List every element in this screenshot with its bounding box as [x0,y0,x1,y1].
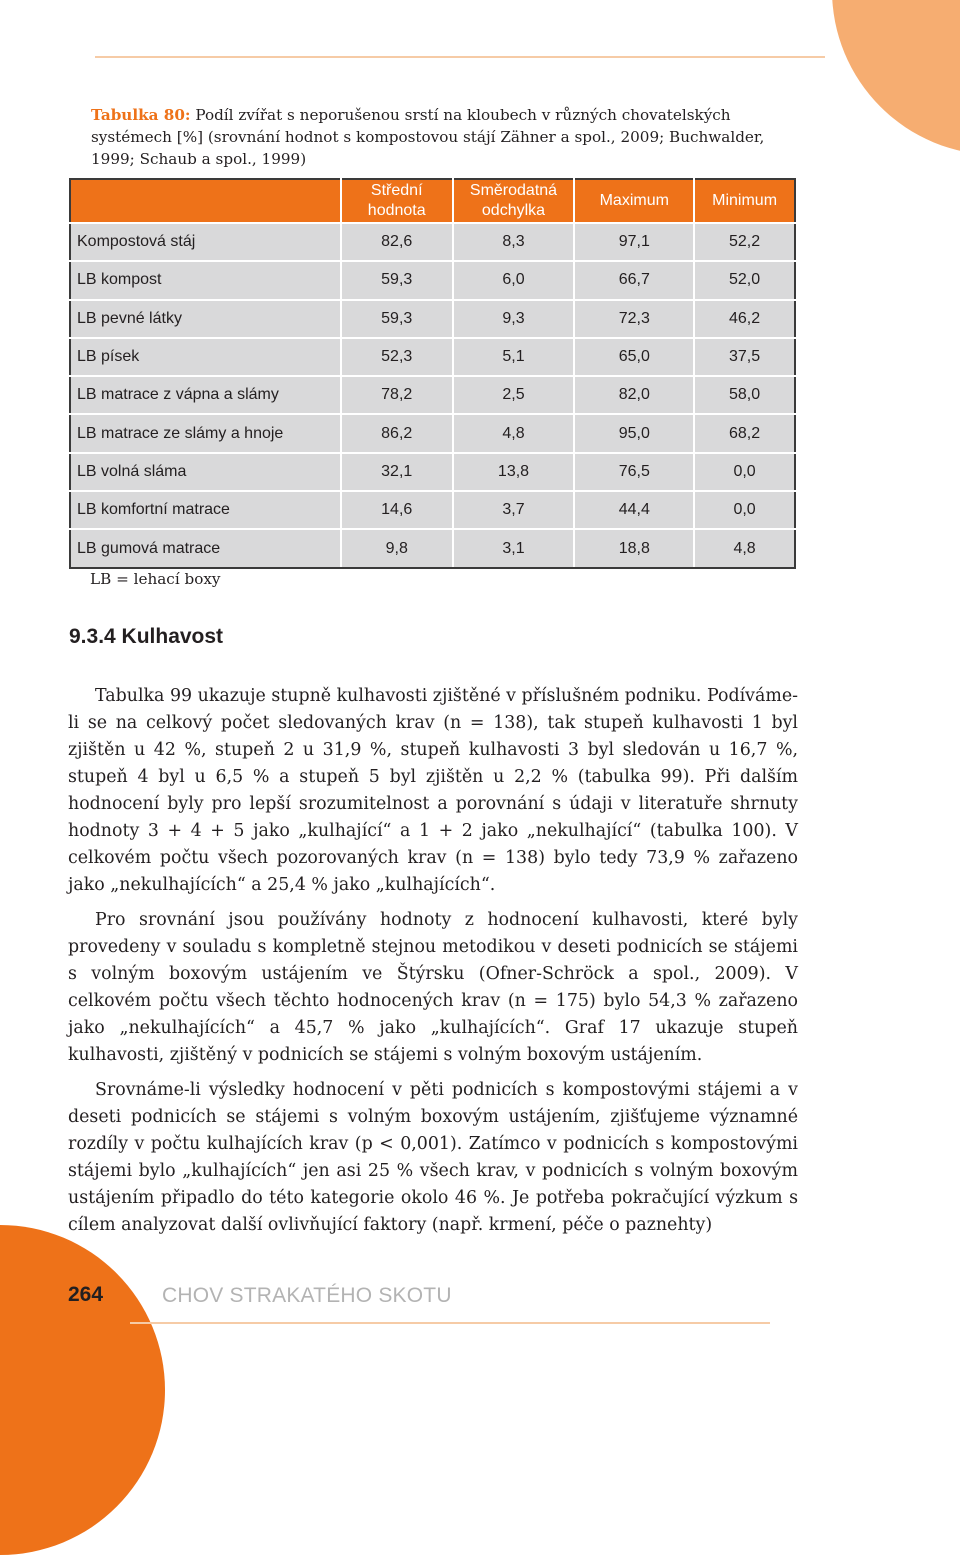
decorative-corner-circle-bottom [0,1225,165,1555]
cell-maximum: 82,0 [574,376,694,414]
cell-mean: 52,3 [341,338,453,376]
row-label: LB volná sláma [70,453,341,491]
paragraph: Srovnáme-li výsledky hodnocení v pěti podnicích s kompostovými stájemi a v deseti podnicích se stájemi s volným boxovým ustájením, zjišťujeme významné rozdíly v počtu kulhajících krav (p < 0,001). Zatímco v podnicích s kompostovými stájemi bylo „kulhajících“ jen asi 25 % všech krav, v podnicích s volným boxovým ustájením připadlo do této kategorie okolo 46 %. Je potřeba pokračující výzkum s cílem analyzovat další ovlivňující faktory (např. krmení, péče o paznehty) [68,1080,798,1235]
cell-mean: 14,6 [341,491,453,529]
table-row [70,453,795,491]
cell-std-dev: 6,0 [453,261,575,299]
cell-minimum: 68,2 [694,414,795,452]
table-caption-label: Tabulka 80: [91,106,191,124]
row-label: Kompostová stáj [70,223,341,261]
joint-hair-table [69,178,796,569]
cell-std-dev: 8,3 [453,223,575,261]
row-label: LB matrace z vápna a slámy [70,376,341,414]
paragraph: Pro srovnání jsou používány hodnoty z hodnocení kulhavosti, které byly provedeny v souladu s kompletně stejnou metodikou v deseti podnicích se stájemi s volným boxovým ustájením ve Štýrsku (Ofner-Schröck a spol., 2009). V celkovém počtu všech těchto hodnocených krav (n = 175) bylo 54,3 % zařazeno jako „nekulhajících“ a 45,7 % jako „kulhajících“. Graf 17 ukazuje stupeň kulhavosti, zjištěný v podnicích se stájemi s volným boxovým ustájením. [68,910,798,1065]
table-header-row [70,179,795,223]
footer-rule [130,1322,770,1324]
cell-maximum: 65,0 [574,338,694,376]
table-caption-text: Podíl zvířat s neporušenou srstí na kloubech v různých chovatelských systémech [%] (srovnání hodnot s kompostovou stájí Zähner a spol., 2009; Buchwalder, 1999; Schaub a spol., 1999) [91,106,765,168]
table-caption [91,104,801,170]
header-minimum: Minimum [694,179,795,223]
cell-std-dev: 2,5 [453,376,575,414]
body-text [68,683,798,1247]
cell-maximum: 72,3 [574,300,694,338]
table-row [70,414,795,452]
header-mean: Střední hodnota [341,179,453,223]
row-label: LB kompost [70,261,341,299]
cell-maximum: 97,1 [574,223,694,261]
header-rule [95,56,825,58]
table-row [70,376,795,414]
cell-minimum: 58,0 [694,376,795,414]
row-label: LB matrace ze slámy a hnoje [70,414,341,452]
header-empty-cell [70,179,341,223]
cell-mean: 59,3 [341,261,453,299]
cell-maximum: 18,8 [574,529,694,567]
cell-std-dev: 3,7 [453,491,575,529]
table-row [70,300,795,338]
table-row [70,223,795,261]
cell-maximum: 76,5 [574,453,694,491]
paragraph: Tabulka 99 ukazuje stupně kulhavosti zjištěné v příslušném podniku. Podíváme-li se na celkový počet sledovaných krav (n = 138), tak stupeň kulhavosti 1 byl zjištěn u 42 %, stupeň 2 u 31,9 %, stupeň kulhavosti 3 byl sledován u 16,7 %, stupeň 4 byl u 6,5 % a stupeň 5 byl zjištěn u 2,2 % (tabulka 99). Při dalším hodnocení byly pro lepší srozumitelnost a porovnání s údaji v literatuře shrnuty hodnoty 3 + 4 + 5 jako „kulhající“ a 1 + 2 jako „nekulhající“ (tabulka 100). V celkovém počtu všech pozorovaných krav (n = 138) bylo tedy 73,9 % zařazeno jako „nekulhajících“ a 25,4 % jako „kulhajících“. [68,686,798,895]
cell-std-dev: 4,8 [453,414,575,452]
cell-std-dev: 5,1 [453,338,575,376]
table-row [70,491,795,529]
cell-mean: 9,8 [341,529,453,567]
cell-mean: 86,2 [341,414,453,452]
cell-std-dev: 3,1 [453,529,575,567]
cell-minimum: 0,0 [694,453,795,491]
running-footer-title: CHOV STRAKATÉHO SKOTU [162,1284,452,1307]
cell-maximum: 66,7 [574,261,694,299]
row-label: LB písek [70,338,341,376]
row-label: LB komfortní matrace [70,491,341,529]
table-row [70,261,795,299]
cell-mean: 59,3 [341,300,453,338]
table-row [70,338,795,376]
cell-std-dev: 9,3 [453,300,575,338]
cell-minimum: 52,0 [694,261,795,299]
cell-std-dev: 13,8 [453,453,575,491]
row-label: LB pevné látky [70,300,341,338]
cell-mean: 32,1 [341,453,453,491]
row-label: LB gumová matrace [70,529,341,567]
cell-minimum: 0,0 [694,491,795,529]
cell-minimum: 4,8 [694,529,795,567]
decorative-corner-circle-top [832,0,960,155]
cell-minimum: 46,2 [694,300,795,338]
cell-minimum: 37,5 [694,338,795,376]
table-footnote: LB = lehací boxy [90,570,221,588]
cell-maximum: 95,0 [574,414,694,452]
header-maximum: Maximum [574,179,694,223]
cell-minimum: 52,2 [694,223,795,261]
section-heading: 9.3.4 Kulhavost [69,625,224,648]
cell-mean: 78,2 [341,376,453,414]
table-row [70,529,795,567]
header-std-dev: Směrodatná odchylka [453,179,575,223]
cell-maximum: 44,4 [574,491,694,529]
cell-mean: 82,6 [341,223,453,261]
page-number: 264 [68,1283,104,1306]
